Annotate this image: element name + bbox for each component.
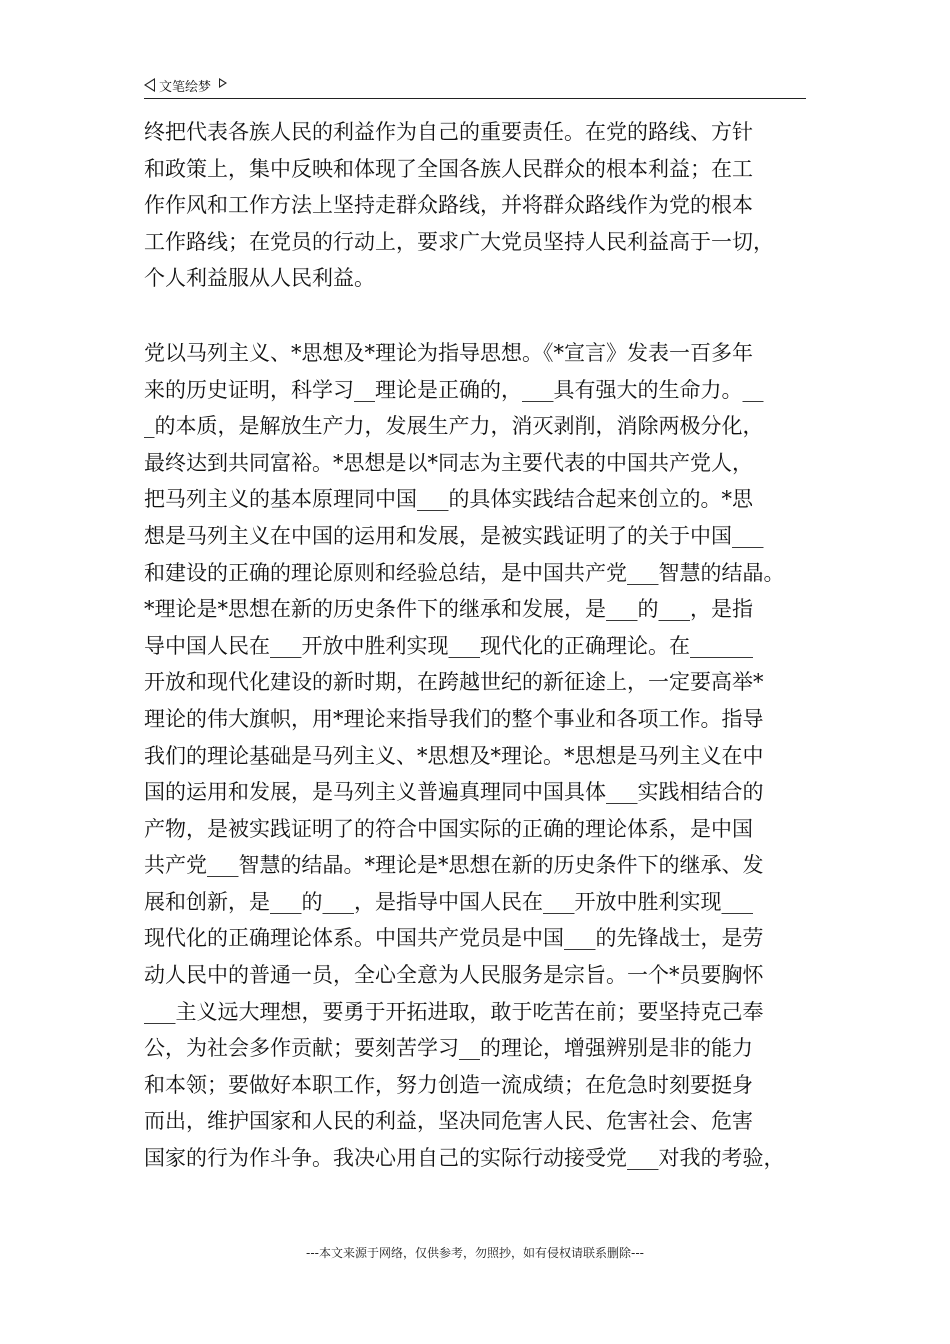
triangle-left-icon	[144, 78, 155, 92]
triangle-right-icon	[219, 78, 227, 88]
text-line: 而出，维护国家和人民的利益，坚决同危害人民、危害社会、危害	[144, 1109, 753, 1134]
document-body	[144, 114, 812, 1177]
text-line: 国的运用和发展，是马列主义普遍真理同中国具体___实践相结合的	[144, 780, 764, 805]
text-line: 我们的理论基础是马列主义、*思想及*理论。*思想是马列主义在中	[144, 743, 764, 768]
paragraph-2	[144, 335, 812, 1177]
page-footer: ---本文来源于网络，仅供参考，勿照抄，如有侵权请联系删除---	[306, 1246, 644, 1260]
text-line: 和建设的正确的理论原则和经验总结，是中国共产党___智慧的结晶。	[144, 560, 785, 585]
text-line: 党以马列主义、*思想及*理论为指导思想。《*宣言》发表一百多年	[144, 340, 753, 365]
text-line: 理论的伟大旗帜，用*理论来指导我们的整个事业和各项工作。指导	[144, 706, 764, 731]
text-line: 导中国人民在___开放中胜利实现___现代化的正确理论。在______	[144, 633, 753, 658]
page-header	[144, 72, 806, 99]
text-line: 想是马列主义在中国的运用和发展，是被实践证明了的关于中国___	[144, 523, 764, 548]
text-line: 现代化的正确理论体系。中国共产党员是中国___的先锋战士，是劳	[144, 926, 764, 951]
header-title: 文笔绘梦	[159, 79, 212, 95]
text-line: 和政策上，集中反映和体现了全国各族人民群众的根本利益；在工	[144, 156, 753, 181]
text-line: _的本质，是解放生产力，发展生产力，消灭剥削，消除两极分化，	[144, 414, 764, 439]
text-line: 终把代表各族人民的利益作为自己的重要责任。在党的路线、方针	[144, 120, 753, 144]
text-line: 来的历史证明，科学习__理论是正确的，___具有强大的生命力。__	[144, 377, 764, 402]
text-line: 个人利益服从人民利益。	[144, 266, 375, 291]
text-line: 和本领；要做好本职工作，努力创造一流成绩；在危急时刻要挺身	[144, 1072, 753, 1097]
text-line: 产物，是被实践证明了的符合中国实际的正确的理论体系，是中国	[144, 816, 753, 841]
text-line: 把马列主义的基本原理同中国___的具体实践结合起来创立的。*思	[144, 487, 753, 512]
text-line: 动人民中的普通一员，全心全意为人民服务是宗旨。一个*员要胸怀	[144, 963, 764, 988]
text-line: 工作路线；在党员的行动上，要求广大党员坚持人民利益高于一切，	[144, 229, 774, 254]
text-line: 共产党___智慧的结晶。*理论是*思想在新的历史条件下的继承、发	[144, 853, 764, 878]
text-line: 公，为社会多作贡献；要刻苦学习__的理论，增强辨别是非的能力	[144, 1036, 753, 1061]
text-line: ___主义远大理想，要勇于开拓进取，敢于吃苦在前；要坚持克己奉	[144, 999, 764, 1024]
text-line: 国家的行为作斗争。我决心用自己的实际行动接受党___对我的考验，	[144, 1146, 785, 1171]
paragraph-1	[144, 114, 812, 297]
text-line: 作作风和工作方法上坚持走群众路线，并将群众路线作为党的根本	[144, 193, 753, 218]
text-line: 最终达到共同富裕。*思想是以*同志为主要代表的中国共产党人，	[144, 450, 753, 475]
text-line: 开放和现代化建设的新时期，在跨越世纪的新征途上，一定要高举*	[144, 670, 764, 695]
text-line: 展和创新，是___的___，是指导中国人民在___开放中胜利实现___	[144, 889, 753, 914]
paragraph-gap	[144, 297, 812, 335]
text-line: *理论是*思想在新的历史条件下的继承和发展，是___的___，是指	[144, 597, 753, 622]
